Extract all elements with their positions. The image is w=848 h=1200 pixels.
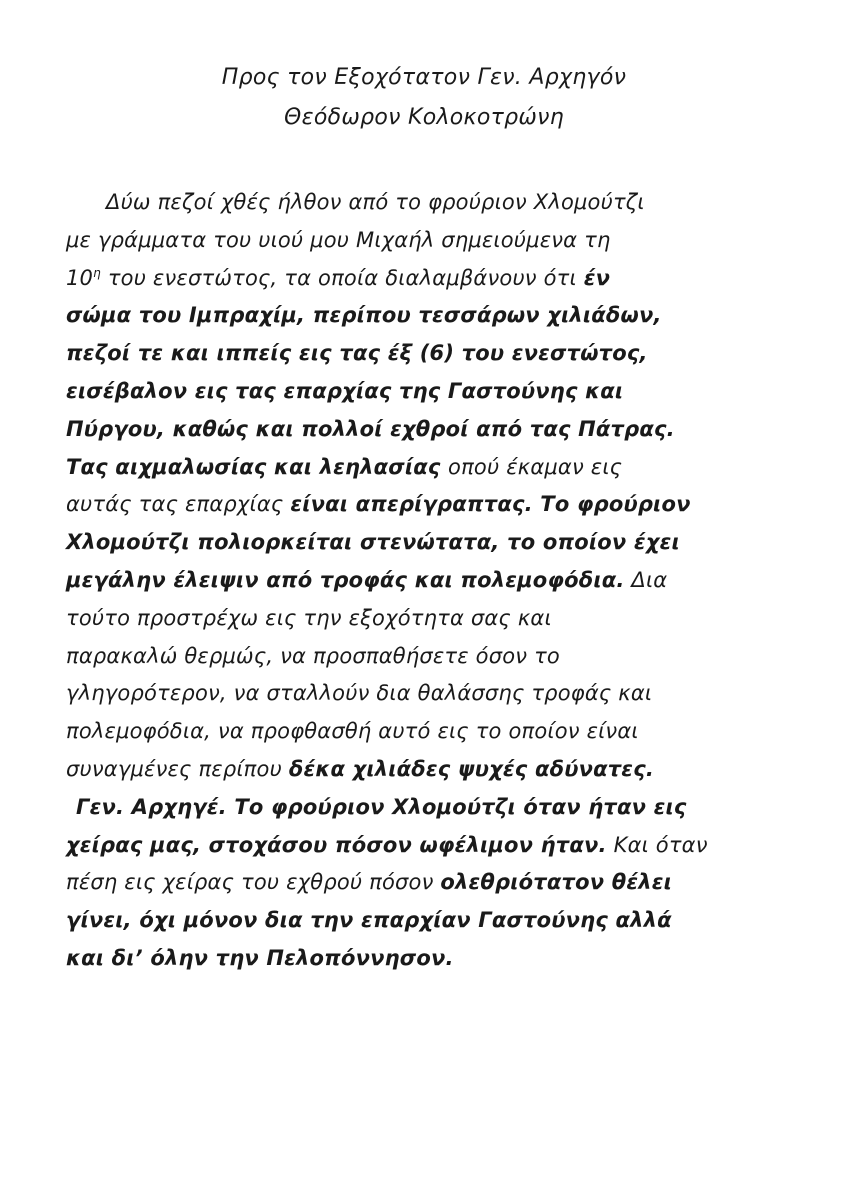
letter-line-18	[66, 827, 786, 865]
letter-body	[66, 184, 786, 978]
letter-line-9-text: αυτάς τας επαρχίας	[66, 492, 291, 517]
letter-line-7: Πύργου, καθώς και πολλοί εχθροί από τας Πάτρας.	[66, 416, 675, 441]
letter-line-6: εισέβαλον εις τας επαρχίας της Γαστούνης και	[66, 378, 624, 403]
letter-line-3-bold: έν	[583, 265, 611, 290]
letter-line-9	[66, 486, 786, 524]
letter-line-19	[66, 864, 786, 902]
address-line-2: Θεόδωρον Κολοκοτρώνη	[284, 105, 564, 130]
letter-line-17: Γεν. Αρχηγέ. Το φρούριον Χλομούτζι όταν ήταν εις	[76, 794, 687, 819]
letter-line-18-text: Και όταν	[606, 832, 708, 857]
letter-line-9-bold: είναι απερίγραπτας. Το φρούριον	[290, 492, 691, 517]
letter-line-8-bold: Τας αιχμαλωσίας και λεηλασίας	[66, 454, 449, 479]
letter-line-2: με γράμματα του υιού μου Μιχαήλ σημειούμενα τη	[66, 227, 611, 252]
letter-line-14: γληγορότερον, να σταλλούν δια θαλάσσης τροφάς και	[66, 681, 653, 706]
letter-line-1: Δύω πεζοί χθές ήλθον από το φρούριον Χλομούτζι	[106, 190, 645, 214]
letter-line-11	[66, 562, 786, 600]
letter-line-3-date: 10	[66, 265, 94, 290]
letter-line-3-sup: η	[93, 265, 101, 280]
letter-line-16	[66, 751, 786, 789]
letter-line-20: γίνει, όχι μόνον δια την επαρχίαν Γαστούνης αλλά	[66, 908, 672, 933]
letter-line-19-text: πέση εις χείρας του εχθρού πόσον	[66, 870, 441, 895]
letter-line-10: Χλομούτζι πολιορκείται στενώτατα, το οποίον έχει	[66, 530, 680, 555]
letter-line-15: πολεμοφόδια, να προφθασθή αυτό εις το οποίον είναι	[66, 719, 639, 744]
letter-line-18-bold: χείρας μας, στοχάσου πόσον ωφέλιμον ήταν.	[66, 832, 607, 857]
letter-line-21: και δι’ όλην την Πελοπόννησον.	[66, 945, 454, 970]
address-line-1: Προς τον Εξοχότατον Γεν. Αρχηγόν	[221, 65, 627, 90]
letter-address	[0, 58, 848, 138]
letter-line-19-bold: ολεθριότατον θέλει	[440, 870, 673, 895]
letter-line-16-bold: δέκα χιλιάδες ψυχές αδύνατες.	[288, 756, 655, 781]
letter-line-8-text: οπού έκαμαν εις	[448, 454, 623, 479]
letter-line-8	[66, 449, 786, 487]
letter-line-11-bold: μεγάλην έλειψιν από τροφάς και πολεμοφόδια.	[66, 567, 625, 592]
letter-line-12: τούτο προστρέχω εις την εξοχότητα σας και	[66, 605, 552, 630]
letter-line-3-text: του ενεστώτος, τα οποία διαλαμβάνουν ότι	[100, 265, 584, 290]
letter-line-4: σώμα του Ιμπραχίμ, περίπου τεσσάρων χιλιάδων,	[66, 303, 662, 328]
letter-line-11-text: Δια	[624, 567, 668, 592]
letter-line-16-text: συναγμένες περίπου	[66, 756, 289, 781]
letter-line-3	[66, 260, 786, 298]
letter-line-5: πεζοί τε και ιππείς εις τας έξ (6) του ενεστώτος,	[66, 341, 648, 366]
letter-line-13: παρακαλώ θερμώς, να προσπαθήσετε όσον το	[66, 643, 560, 668]
